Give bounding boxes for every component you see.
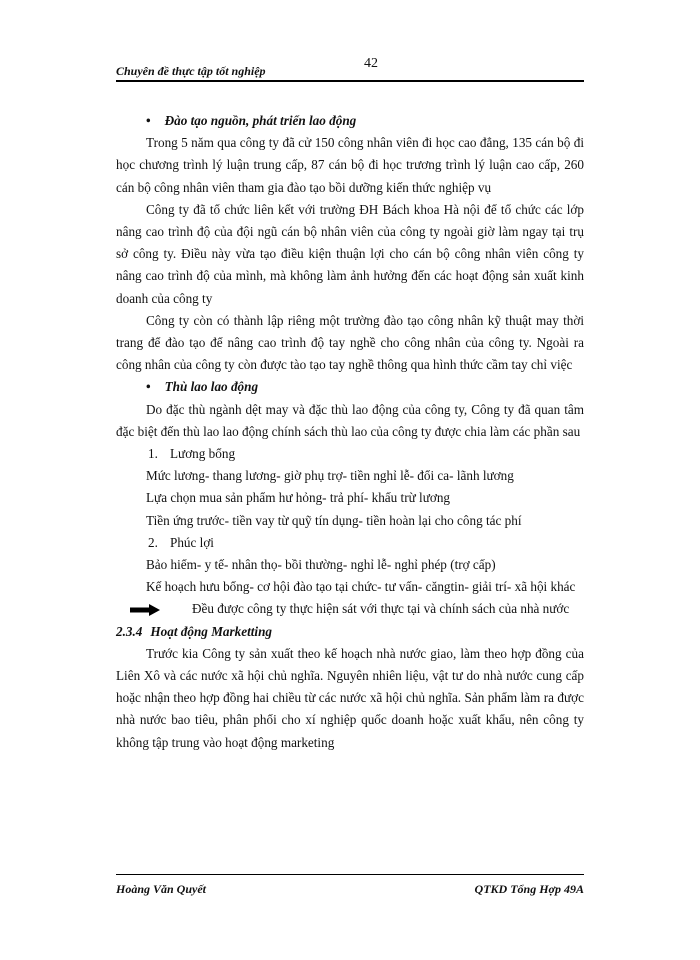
- welfare-line-2: Kế hoạch hưu bổng- cơ hội đào tạo tại chức- tư vấn- căngtin- giải trí- xã hội khác: [146, 579, 576, 595]
- section-heading-marketing: [116, 621, 584, 643]
- welfare-line-1: Bảo hiểm- y tế- nhân thọ- bồi thường- nghỉ lễ- nghỉ phép (trợ cấp): [146, 557, 496, 573]
- bullet-heading-compensation: [116, 376, 584, 398]
- list-number: 1.: [148, 446, 158, 462]
- conclusion-line: [116, 598, 584, 620]
- header-title: Chuyên đề thực tập tốt nghiệp: [116, 64, 266, 78]
- salary-line-2: Lựa chọn mua sản phẩm hư hỏng- trả phí- khấu trừ lương: [146, 490, 451, 506]
- conclusion-text: Đều được công ty thực hiện sát với thực tại và chính sách của nhà nước: [192, 601, 570, 617]
- bullet-heading-training-text: Đào tạo nguồn, phát triển lao động: [164, 113, 357, 128]
- list-item-label: Phúc lợi: [170, 534, 214, 550]
- paragraph-vocational-school: Công ty còn có thành lập riêng một trường đào tạo công nhân kỹ thuật may thời trang để đào tạo để nâng cao trình độ tay nghề cho công nhân của công ty. Ngoài ra công nhân của công ty còn được tào tạo tay nghề thông qua hình thức cầm tay chỉ việc: [116, 312, 584, 373]
- paragraph-university-link: Công ty đã tổ chức liên kết với trường ĐH Bách khoa Hà nội để tổ chức các lớp nâng cao trình độ của đội ngũ cán bộ nhân viên của công ty ngoài giờ làm ngay tại trụ sở công ty. Điều này vừa tạo điều kiện thuận lợi cho cán bộ công nhân viên công ty nâng cao trình độ của mình, mà không làm ảnh hưởng đến các hoạt động sản xuất kinh doanh của công ty: [116, 201, 584, 306]
- list-item-salary: [116, 443, 584, 465]
- footer-divider: [116, 874, 584, 875]
- bullet-heading-training: [116, 110, 584, 132]
- page-number: 42: [364, 56, 378, 71]
- list-item-welfare: [116, 532, 584, 554]
- paragraph-training-stats: Trong 5 năm qua công ty đã cử 150 công nhân viên đi học cao đẳng, 135 cán bộ đi học chương trình lý luận trung cấp, 87 cán bộ đi học trương trình lý luận cao cấp, 260 cán bộ công nhân viên tham gia đào tạo bồi dưỡng kiến thức nghiệp vụ: [116, 135, 584, 195]
- section-number: 2.3.4: [116, 623, 143, 639]
- footer-author: Hoàng Văn Quyết: [116, 882, 207, 896]
- list-number: 2.: [148, 534, 158, 550]
- page-header: [116, 56, 584, 82]
- list-item-label: Lương bổng: [170, 446, 236, 462]
- salary-line-3: Tiền ứng trước- tiền vay từ quỹ tín dụng- tiền hoàn lại cho công tác phí: [146, 512, 522, 528]
- section-title: Hoạt động Marketting: [150, 623, 273, 639]
- bullet-dot-icon: •: [146, 379, 151, 395]
- right-arrow-icon: [130, 604, 160, 616]
- header-divider: [116, 80, 584, 82]
- bullet-heading-compensation-text: Thù lao lao động: [164, 379, 259, 395]
- bullet-dot-icon: •: [146, 113, 151, 128]
- paragraph-compensation-intro: Do đặc thù ngành dệt may và đặc thù lao động của công ty, Công ty đã quan tâm đặc biệt đến thù lao lao động chính sách thù lao của công ty được chia làm các phần sau: [116, 401, 584, 439]
- salary-line-1: Mức lương- thang lương- giờ phụ trợ- tiền nghỉ lễ- đổi ca- lãnh lương: [146, 468, 514, 484]
- document-body: [116, 110, 584, 754]
- footer-class: QTKD Tổng Hợp 49A: [474, 882, 584, 896]
- paragraph-marketing-history: Trước kia Công ty sản xuất theo kế hoạch nhà nước giao, làm theo hợp đồng của Liên Xô và các nước xã hội chủ nghĩa. Nguyên nhiên liệu, vật tư do nhà nước cung cấp hoặc nhận theo hợp đồng hai chiều từ các nước xã hội chủ nghĩa. Sản phẩm làm ra được nhà nước bao tiêu, phân phối cho xí nghiệp quốc doanh hoặc xuất khẩu, nên công ty không tập trung vào hoạt động marketing: [116, 645, 584, 750]
